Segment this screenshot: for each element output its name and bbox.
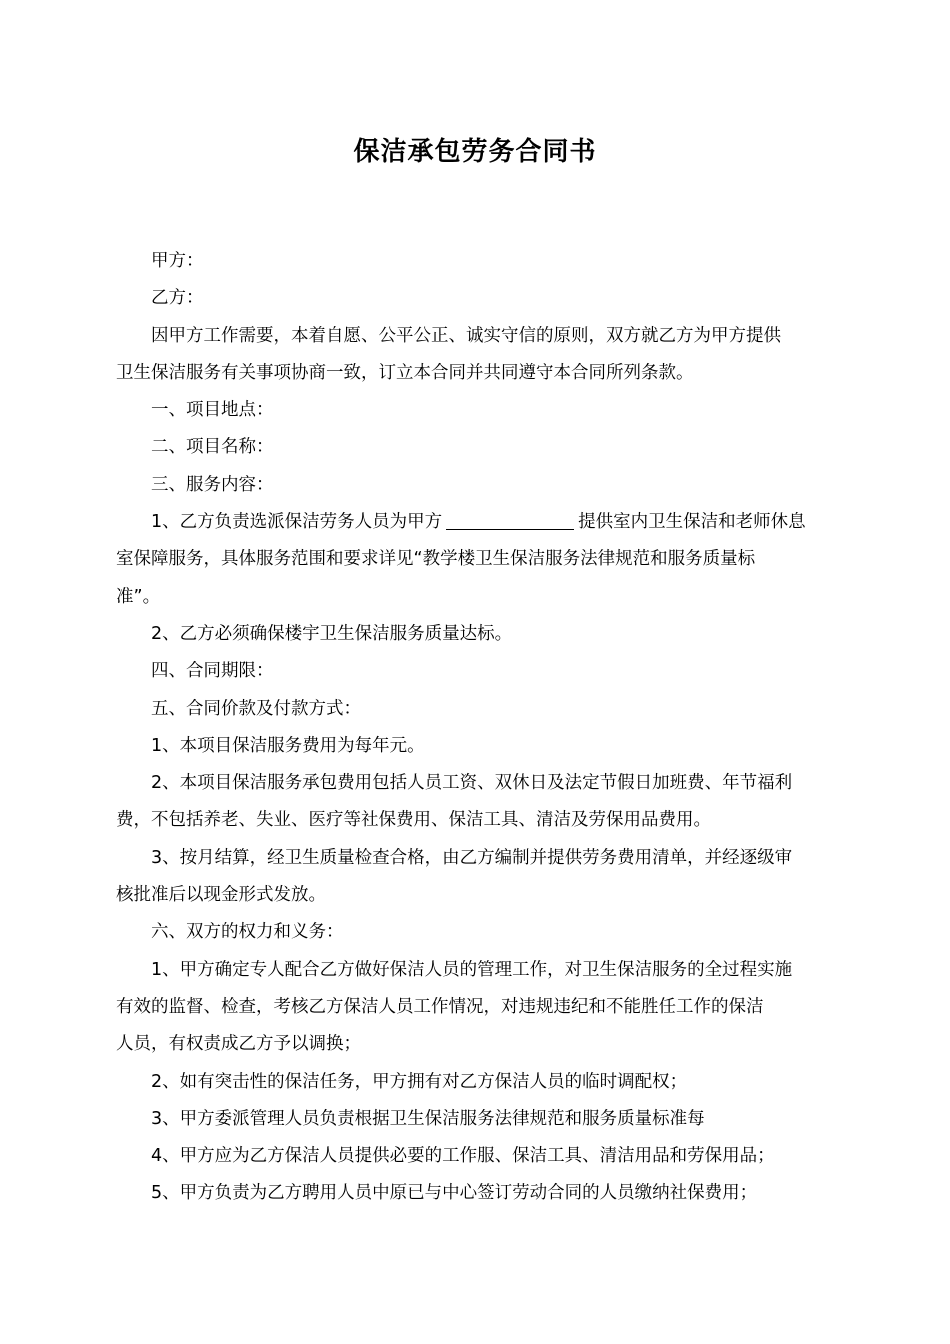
rights-item-1 bbox=[116, 952, 842, 1064]
rights-item-5: 5、甲方负责为乙方聘用人员中原已与中心签订劳动合同的人员缴纳社保费用； bbox=[151, 1183, 758, 1204]
service-item-1-pre: 1、乙方负责选派保洁劳务人员为甲方 bbox=[151, 512, 443, 533]
price-item-3-line-1: 3、按月结算，经卫生质量检查合格，由乙方编制并提供劳务费用清单，并经逐级审 bbox=[151, 847, 793, 868]
document-title: 保洁承包劳务合同书 bbox=[353, 137, 597, 167]
party-b-line: 乙方： bbox=[151, 288, 204, 309]
rights-item-1-line-1: 1、甲方确定专人配合乙方做好保洁人员的管理工作，对卫生保洁服务的全过程实施 bbox=[151, 959, 793, 980]
service-item-1-line-2: 室保障服务，具体服务范围和要求详见“教学楼卫生保洁服务法律规范和服务质量标 bbox=[116, 549, 756, 570]
rights-item-1-line-2: 有效的监督、检查，考核乙方保洁人员工作情况，对违规违纪和不能胜任工作的保洁 bbox=[116, 996, 764, 1017]
section-heading-location: 一、项目地点： bbox=[151, 400, 274, 421]
section-heading-term: 四、合同期限： bbox=[151, 661, 274, 682]
intro-line-2: 卫生保洁服务有关事项协商一致，订立本合同并共同遵守本合同所列条款。 bbox=[116, 362, 694, 383]
party-a-line: 甲方： bbox=[151, 251, 204, 271]
price-item-3 bbox=[116, 840, 842, 915]
service-item-1-line-1 bbox=[116, 504, 842, 541]
price-item-2 bbox=[116, 765, 842, 840]
service-item-1-post: 提供室内卫生保洁和老师休息 bbox=[578, 512, 806, 533]
document-body bbox=[116, 243, 842, 1213]
service-item-1 bbox=[116, 504, 842, 616]
price-item-3-line-2: 核批准后以现金形式发放。 bbox=[116, 885, 326, 906]
section-heading-price: 五、合同价款及付款方式： bbox=[151, 698, 361, 719]
intro-paragraph bbox=[116, 318, 842, 393]
rights-item-2: 2、如有突击性的保洁任务，甲方拥有对乙方保洁人员的临时调配权； bbox=[151, 1071, 688, 1092]
blank-underline bbox=[446, 512, 574, 531]
section-heading-rights: 六、双方的权力和义务： bbox=[151, 922, 344, 943]
price-item-2-line-1: 2、本项目保洁服务承包费用包括人员工资、双休日及法定节假日加班费、年节福利 bbox=[151, 773, 793, 794]
service-item-2: 2、乙方必须确保楼宇卫生保洁服务质量达标。 bbox=[151, 623, 513, 644]
section-heading-name: 二、项目名称： bbox=[151, 437, 274, 458]
rights-item-1-line-3: 人员，有权责成乙方予以调换； bbox=[116, 1034, 361, 1055]
price-item-2-line-2: 费，不包括养老、失业、医疗等社保费用、保洁工具、清洁及劳保用品费用。 bbox=[116, 810, 711, 831]
section-heading-service: 三、服务内容： bbox=[151, 474, 274, 495]
rights-item-3: 3、甲方委派管理人员负责根据卫生保洁服务法律规范和服务质量标准每 bbox=[151, 1108, 705, 1129]
rights-item-4: 4、甲方应为乙方保洁人员提供必要的工作服、保洁工具、清洁用品和劳保用品； bbox=[151, 1146, 775, 1167]
price-item-1: 1、本项目保洁服务费用为每年元。 bbox=[151, 735, 425, 756]
intro-line-1: 因甲方工作需要，本着自愿、公平公正、诚实守信的原则，双方就乙方为甲方提供 bbox=[151, 325, 781, 346]
service-item-1-line-3: 准”。 bbox=[116, 586, 161, 607]
